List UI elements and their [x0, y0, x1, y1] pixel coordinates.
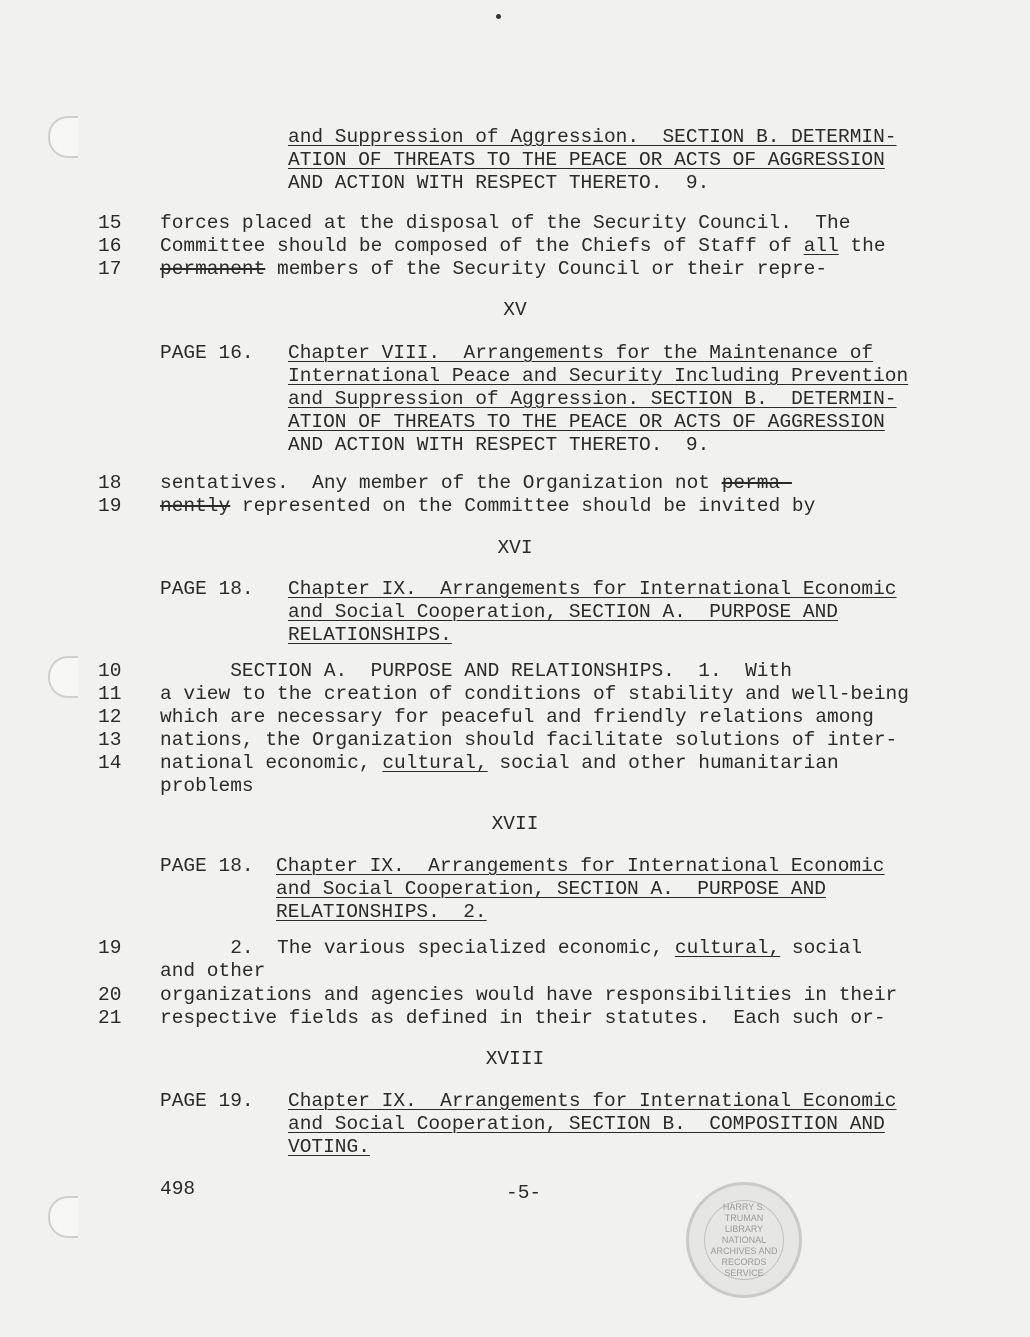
- block2-line-2: nently represented on the Committee should be invited by: [160, 495, 816, 517]
- page-number: -5-: [506, 1182, 542, 1204]
- ref-xv-line: International Peace and Security Including Prevention: [288, 365, 909, 387]
- block3-line-6: problems: [160, 775, 254, 797]
- heading-xvii: XVII: [491, 813, 539, 835]
- block3-line-4: nations, the Organization should facilitate solutions of inter-: [160, 729, 898, 751]
- ref-xvii-line: Chapter IX. Arrangements for International Economic: [276, 855, 885, 877]
- heading-xv: XV: [503, 299, 527, 321]
- ref-xvii-line: RELATIONSHIPS. 2.: [276, 901, 487, 923]
- ref-xv-page: PAGE 16.: [160, 342, 254, 364]
- punch-hole-bottom: [48, 1196, 78, 1238]
- line-number: 13: [98, 729, 122, 751]
- intro-line-3: AND ACTION WITH RESPECT THERETO. 9.: [288, 172, 710, 194]
- block1-line-2: Committee should be composed of the Chiefs of Staff of all the: [160, 235, 886, 257]
- line-number: 19: [98, 937, 122, 959]
- block3-line-2: a view to the creation of conditions of stability and well-being: [160, 683, 909, 705]
- archive-stamp: [686, 1182, 802, 1298]
- ref-xv-line: ATION OF THREATS TO THE PEACE OR ACTS OF AGGRESSION: [288, 411, 885, 433]
- ref-xvi-line: Chapter IX. Arrangements for International Economic: [288, 578, 897, 600]
- ref-xv-line: Chapter VIII. Arrangements for the Maintenance of: [288, 342, 874, 364]
- document-number: 498: [160, 1178, 196, 1200]
- ref-xvii-page: PAGE 18.: [160, 855, 254, 877]
- line-number: 20: [98, 984, 122, 1006]
- ref-xvii-line: and Social Cooperation, SECTION A. PURPOSE AND: [276, 878, 826, 900]
- intro-line-1: and Suppression of Aggression. SECTION B. DETERMIN-: [288, 126, 897, 148]
- ref-xviii-line: and Social Cooperation, SECTION B. COMPOSITION AND: [288, 1113, 885, 1135]
- ref-xvi-page: PAGE 18.: [160, 578, 254, 600]
- line-number: 18: [98, 472, 122, 494]
- block4-line-1: 2. The various specialized economic, cultural, social: [160, 937, 863, 959]
- ref-xviii-line: VOTING.: [288, 1136, 370, 1158]
- block3-line-1: SECTION A. PURPOSE AND RELATIONSHIPS. 1. With: [160, 660, 792, 682]
- line-number: 14: [98, 752, 122, 774]
- ref-xvi-line: RELATIONSHIPS.: [288, 624, 452, 646]
- ref-xvi-line: and Social Cooperation, SECTION A. PURPOSE AND: [288, 601, 838, 623]
- line-number: 15: [98, 212, 122, 234]
- block4-line-3: organizations and agencies would have responsibilities in their: [160, 984, 898, 1006]
- top-mark: [496, 14, 501, 19]
- block3-line-5: national economic, cultural, social and other humanitarian: [160, 752, 839, 774]
- block1-line-3: permanent members of the Security Council or their repre-: [160, 258, 828, 280]
- line-number: 10: [98, 660, 122, 682]
- punch-hole-top: [48, 116, 78, 158]
- ref-xv-line: AND ACTION WITH RESPECT THERETO. 9.: [288, 434, 710, 456]
- line-number: 16: [98, 235, 122, 257]
- intro-line-2: ATION OF THREATS TO THE PEACE OR ACTS OF AGGRESSION: [288, 149, 885, 171]
- block2-line-1: sentatives. Any member of the Organization not perma-: [160, 472, 792, 494]
- block4-line-4: respective fields as defined in their statutes. Each such or-: [160, 1007, 886, 1029]
- ref-xviii-line: Chapter IX. Arrangements for International Economic: [288, 1090, 897, 1112]
- line-number: 21: [98, 1007, 122, 1029]
- heading-xvi: XVI: [497, 537, 533, 559]
- line-number: 19: [98, 495, 122, 517]
- block3-line-3: which are necessary for peaceful and friendly relations among: [160, 706, 874, 728]
- ref-xviii-page: PAGE 19.: [160, 1090, 254, 1112]
- archive-stamp-text: HARRY S. TRUMAN LIBRARY NATIONAL ARCHIVES AND RECORDS SERVICE: [710, 1201, 778, 1278]
- line-number: 11: [98, 683, 122, 705]
- line-number: 17: [98, 258, 122, 280]
- line-number: 12: [98, 706, 122, 728]
- heading-xviii: XVIII: [485, 1048, 545, 1070]
- ref-xv-line: and Suppression of Aggression. SECTION B. DETERMIN-: [288, 388, 897, 410]
- block1-line-1: forces placed at the disposal of the Security Council. The: [160, 212, 851, 234]
- block4-line-2: and other: [160, 960, 266, 982]
- punch-hole-middle: [48, 656, 78, 698]
